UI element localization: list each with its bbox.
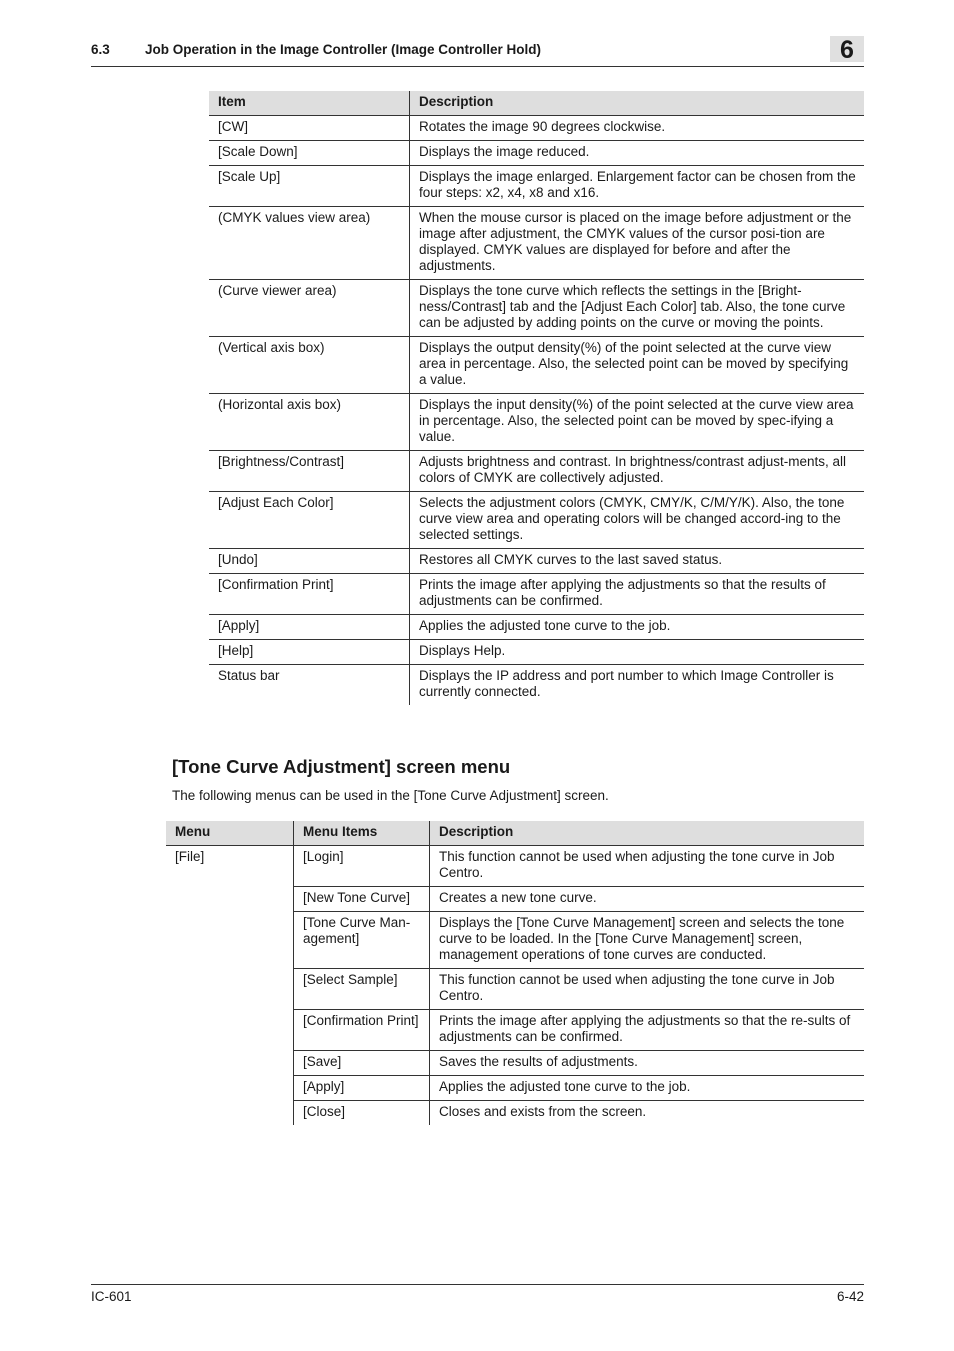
table-row: [209, 492, 864, 549]
column-header-item: Item: [209, 91, 410, 116]
menu-item-cell: [Login]: [294, 846, 430, 887]
table-row: [209, 207, 864, 280]
page-number: 6-42: [836, 1289, 864, 1304]
item-cell: Status bar: [209, 665, 410, 706]
description-cell: Displays the image enlarged. Enlargement factor can be chosen from the four steps: x2, x4, x8 and x16.: [410, 166, 865, 207]
menu-item-cell: [Apply]: [294, 1076, 430, 1101]
description-cell: This function cannot be used when adjusting the tone curve in Job Centro.: [430, 969, 865, 1010]
menu-table: [166, 821, 864, 1125]
menu-item-cell: [Close]: [294, 1101, 430, 1126]
item-cell: [Scale Up]: [209, 166, 410, 207]
description-cell: Restores all CMYK curves to the last saved status.: [410, 549, 865, 574]
description-cell: This function cannot be used when adjusting the tone curve in Job Centro.: [430, 846, 865, 887]
chapter-badge: 6: [830, 36, 864, 62]
menu-item-cell: [New Tone Curve]: [294, 887, 430, 912]
section-heading: [Tone Curve Adjustment] screen menu: [172, 756, 511, 777]
page-footer: [91, 1284, 864, 1304]
item-cell: (Horizontal axis box): [209, 394, 410, 451]
column-header-description: Description: [410, 91, 865, 116]
item-cell: (CMYK values view area): [209, 207, 410, 280]
description-cell: Closes and exists from the screen.: [439, 1104, 647, 1119]
item-cell: (Vertical axis box): [209, 337, 410, 394]
table-row: [209, 665, 864, 706]
description-cell: Selects the adjustment colors (CMYK, CMY/K, C/M/Y/K). Also, the tone curve view area and operating colors will be changed accord-ing to the selected settings.: [410, 492, 865, 549]
item-cell: [Brightness/Contrast]: [209, 451, 410, 492]
page-header: [91, 36, 864, 67]
table-row: [209, 549, 864, 574]
items-table: [209, 91, 864, 705]
table-row: [209, 394, 864, 451]
menu-table-body: [166, 846, 864, 1126]
section-title: Job Operation in the Image Controller (Image Controller Hold): [145, 42, 542, 57]
item-cell: (Curve viewer area): [209, 280, 410, 337]
description-cell: Adjusts brightness and contrast. In brightness/contrast adjust-ments, all colors of CMYK are collectively adjusted.: [410, 451, 865, 492]
description-cell: Displays the tone curve which reflects the settings in the [Bright-ness/Contrast] tab and the [Adjust Each Color] tab. Also, the tone curve can be adjusted by adding points on the curve or moving the points.: [410, 280, 865, 337]
column-header-description: Description: [430, 821, 865, 846]
table-row: [166, 846, 864, 887]
column-header-menu: Menu: [166, 821, 294, 846]
menu-item-cell: [Select Sample]: [294, 969, 430, 1010]
item-cell: [CW]: [209, 116, 410, 141]
item-cell: [Scale Down]: [209, 141, 410, 166]
product-code: IC-601: [91, 1289, 132, 1304]
description-cell: Displays Help.: [410, 640, 865, 665]
description-cell: Prints the image after applying the adjustments so that the results of adjustments can be confirmed.: [410, 574, 865, 615]
items-table-body: [209, 116, 864, 706]
description-cell: Rotates the image 90 degrees clockwise.: [410, 116, 865, 141]
description-cell: Creates a new tone curve.: [430, 887, 865, 912]
table-row: [209, 451, 864, 492]
section-number: 6.3: [91, 42, 110, 57]
item-cell: [Undo]: [209, 549, 410, 574]
menu-cell: [File]: [166, 846, 294, 1126]
menu-item-cell: [Tone Curve Man-agement]: [294, 912, 430, 969]
table-row: [209, 280, 864, 337]
section-intro: The following menus can be used in the [Tone Curve Adjustment] screen.: [172, 788, 609, 803]
description-cell: Displays the output density(%) of the point selected at the curve view area in percentage. Also, the selected point can be moved by specifying a value.: [410, 337, 865, 394]
column-header-menu-items: Menu Items: [294, 821, 430, 846]
table-row: [209, 574, 864, 615]
description-cell: Applies the adjusted tone curve to the job.: [430, 1076, 865, 1101]
table-row: [209, 116, 864, 141]
item-cell: [Adjust Each Color]: [209, 492, 410, 549]
item-cell: [Apply]: [209, 615, 410, 640]
description-cell: Saves the results of adjustments.: [430, 1051, 865, 1076]
table-row: [209, 166, 864, 207]
description-cell: Prints the image after applying the adjustments so that the re-sults of adjustments can be confirmed.: [430, 1010, 865, 1051]
menu-item-cell: [Save]: [294, 1051, 430, 1076]
table-row: [209, 337, 864, 394]
description-cell: Displays the IP address and port number to which Image Controller is currently connected.: [419, 668, 834, 699]
description-cell: When the mouse cursor is placed on the image before adjustment or the image after adjustment, the CMYK values of the cursor posi-tion are displayed. CMYK values are displayed for before and after the adjustments.: [410, 207, 865, 280]
description-cell: Displays the image reduced.: [410, 141, 865, 166]
table-row: [209, 640, 864, 665]
table-row: [209, 141, 864, 166]
item-cell: [Help]: [209, 640, 410, 665]
item-cell: [Confirmation Print]: [209, 574, 410, 615]
table-row: [209, 615, 864, 640]
description-cell: Applies the adjusted tone curve to the job.: [410, 615, 865, 640]
description-cell: Displays the [Tone Curve Management] screen and selects the tone curve to be loaded. In the [Tone Curve Management] screen, management operations of tone curves are conducted.: [430, 912, 865, 969]
table-header-row: [209, 91, 864, 116]
description-cell: Displays the input density(%) of the point selected at the curve view area in percentage. Also, the selected point can be moved by spec-ifying a value.: [410, 394, 865, 451]
menu-item-cell: [Confirmation Print]: [294, 1010, 430, 1051]
table-header-row: [166, 821, 864, 846]
